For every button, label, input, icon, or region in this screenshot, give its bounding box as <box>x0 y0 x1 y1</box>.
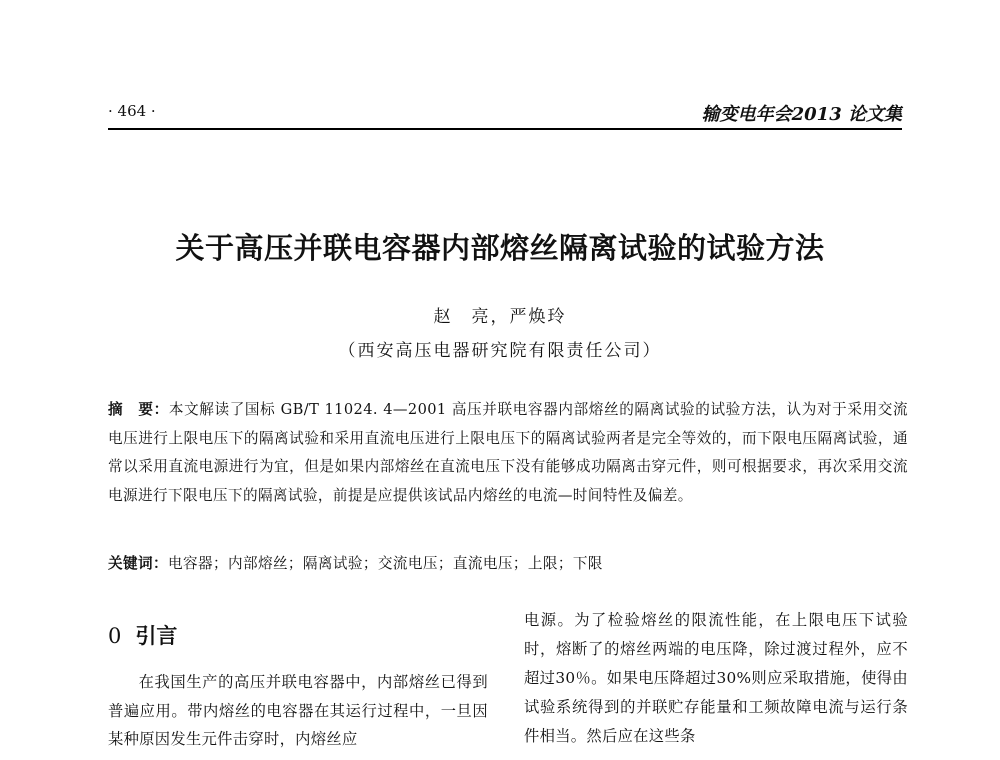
journal-title: 输变电年会2013 论文集 <box>701 104 902 125</box>
page-number: · 464 · <box>108 102 156 120</box>
keywords <box>108 552 908 573</box>
abstract-label: 摘 要： <box>108 401 169 418</box>
section-number: 0 <box>108 624 122 648</box>
abstract <box>108 396 908 510</box>
header-rule <box>108 128 902 130</box>
body-paragraph-right: 电源。为了检验熔丝的限流性能，在上限电压下试验时，熔断了的熔丝两端的电压降，除过渡过程外，应不超过30％。如果电压降超过30%则应采取措施，使得由试验系统得到的并联贮存能量和工频故障电流与运行条件相当。然后应在这些条 <box>524 611 908 745</box>
abstract-text: 本文解读了国标 GB/T 11024. 4—2001 高压并联电容器内部熔丝的隔离试验的试验方法，认为对于采用交流电压进行上限电压下的隔离试验和采用直流电压进行上限电压下的隔离试验两者是完全等效的，而下限电压隔离试验，通常以采用直流电源进行为宜，但是如果内部熔丝在直流电压下没有能够成功隔离击穿元件，则可根据要求，再次采用交流电源进行下限电压下的隔离试验，前提是应提供该试品内熔丝的电流—时间特性及偏差。 <box>108 401 908 504</box>
body-paragraph-left: 在我国生产的高压并联电容器中，内部熔丝已得到普遍应用。带内熔丝的电容器在其运行过程中，一旦因某种原因发生元件击穿时，内熔丝应 <box>108 673 488 749</box>
paper-title: 关于高压并联电容器内部熔丝隔离试验的试验方法 <box>175 231 825 265</box>
section-heading <box>108 620 488 668</box>
right-column <box>524 606 908 751</box>
page-header <box>108 100 902 128</box>
paper-authors: 赵 亮，严焕玲 <box>433 307 567 327</box>
left-column <box>108 612 488 754</box>
paper-affiliation: （西安高压电器研究院有限责任公司） <box>338 341 662 361</box>
keywords-text: 电容器；内部熔丝；隔离试验；交流电压；直流电压；上限；下限 <box>167 555 603 572</box>
section-title: 引言 <box>135 624 178 648</box>
keywords-label: 关键词： <box>108 555 168 572</box>
